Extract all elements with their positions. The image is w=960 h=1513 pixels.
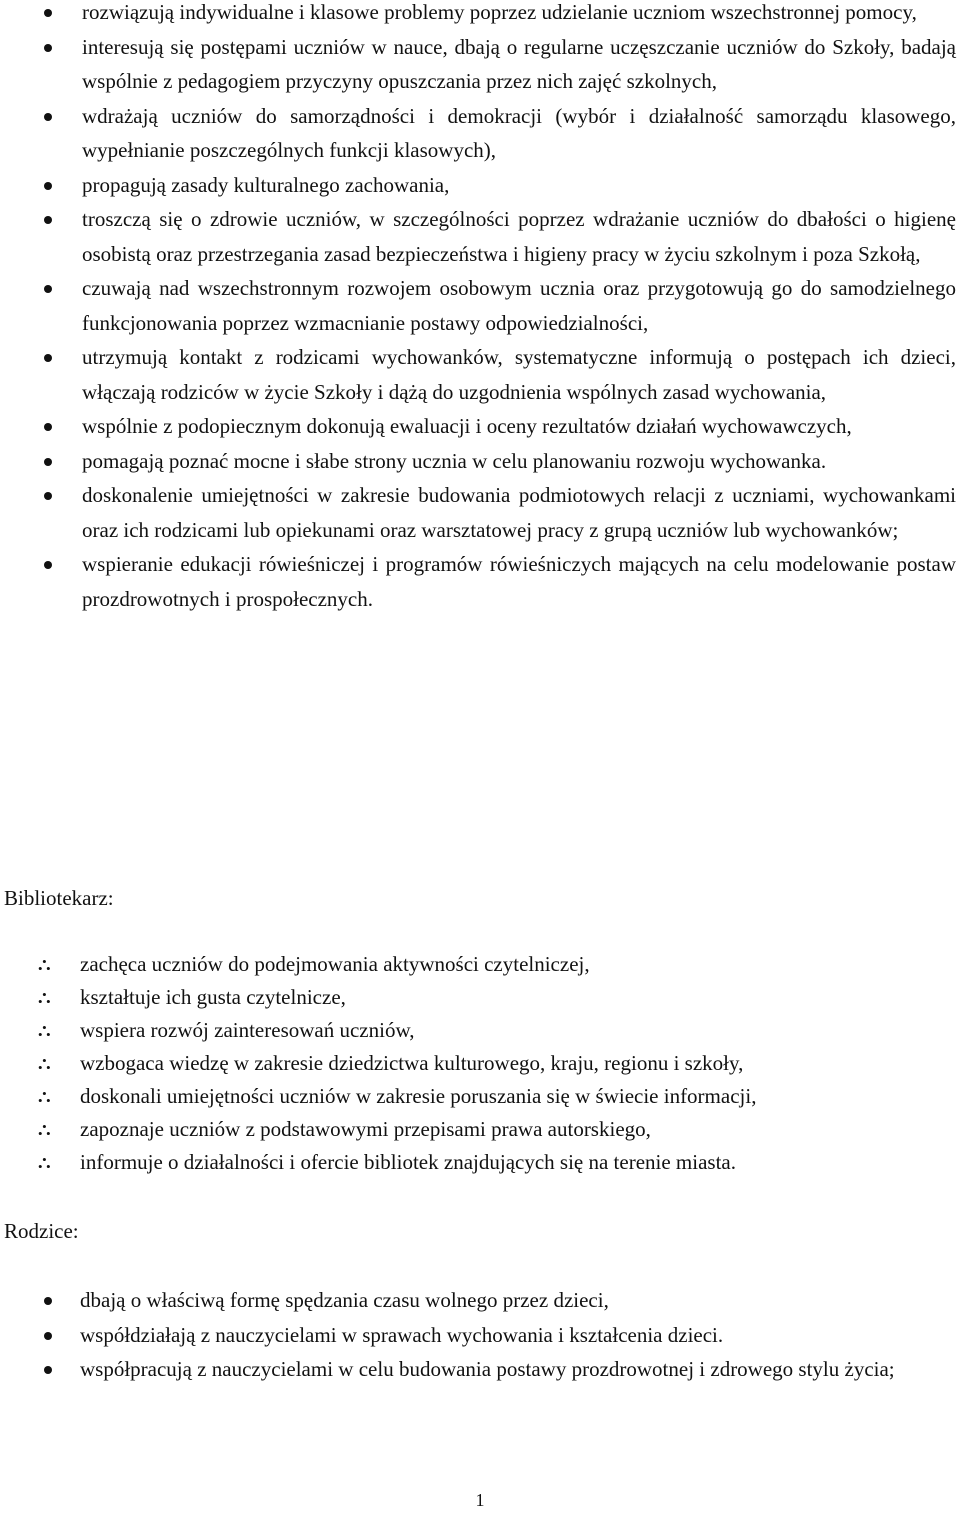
bullet-dot-icon — [44, 1332, 52, 1340]
list-item — [82, 547, 956, 616]
list-item — [80, 1318, 956, 1353]
list-item — [38, 1047, 940, 1080]
list-item-text: wspiera rozwój zainteresowań uczniów, — [80, 1018, 415, 1042]
list-item-text: wzbogaca wiedzę w zakresie dziedzictwa kulturowego, kraju, regionu i szkoły, — [80, 1051, 744, 1075]
bullet-dot-icon — [44, 458, 52, 466]
bullet-symbol-icon: ⛬ — [38, 987, 51, 1008]
list-item — [82, 444, 956, 479]
list-item — [82, 0, 956, 30]
list-item-text: wdrażają uczniów do samorządności i demokracji (wybór i działalność samorządu klasowego, wypełnianie poszczególnych funkcji klasowych), — [82, 103, 956, 162]
list-item — [38, 981, 940, 1014]
bullet-symbol-icon: ⛬ — [38, 1020, 51, 1041]
bullet-dot-icon — [44, 113, 52, 121]
list-item-text: doskonalenie umiejętności w zakresie budowania podmiotowych relacji z uczniami, wychowankami oraz ich rodzicami lub opiekunami oraz warsztatowej pracy z grupą uczniów lub wychowanków; — [82, 483, 956, 542]
list-item — [38, 1014, 940, 1047]
list-item — [82, 478, 956, 547]
bullet-dot-icon — [44, 423, 52, 431]
bullet-dot-icon — [44, 9, 52, 17]
list-item — [38, 1146, 940, 1179]
bullet-dot-icon — [44, 216, 52, 224]
list-item — [80, 1283, 956, 1318]
bullet-dot-icon — [44, 561, 52, 569]
bullet-dot-icon — [44, 44, 52, 52]
bullet-symbol-icon: ⛬ — [38, 1119, 51, 1140]
bullet-dot-icon — [44, 1297, 52, 1305]
page-number: 1 — [475, 1490, 485, 1510]
list-item-text: utrzymują kontakt z rodzicami wychowanków, systematyczne informują o postępach ich dzieci, włączają rodziców w życie Szkoły i dążą do uzgodnienia wspólnych zasad wychowania, — [82, 345, 956, 404]
bullet-symbol-icon: ⛬ — [38, 1086, 51, 1107]
list-item-text: dbają o właściwą formę spędzania czasu wolnego przez dzieci, — [80, 1288, 609, 1312]
list-item-text: zachęca uczniów do podejmowania aktywności czytelniczej, — [80, 952, 590, 976]
bullet-dot-icon — [44, 182, 52, 190]
list-item-text: propagują zasady kulturalnego zachowania, — [82, 172, 450, 197]
list-item-text: troszczą się o zdrowie uczniów, w szczególności poprzez wdrażanie uczniów do dbałości o higienę osobistą oraz przestrzegania zasad bezpieczeństwa i higieny pracy w życiu szkolnym i poza Szkołą, — [82, 207, 956, 266]
list-item — [82, 30, 956, 99]
list-item-text: wspieranie edukacji rówieśniczej i programów rówieśniczych mających na celu modelowanie postaw prozdrowotnych i prospołecznych. — [82, 552, 956, 611]
list-item-text: rozwiązują indywidualne i klasowe problemy poprzez udzielanie uczniom wszechstronnej pomocy, — [82, 0, 917, 24]
list-item-text: czuwają nad wszechstronnym rozwojem osobowym ucznia oraz przygotowują go do samodzielnego funkcjonowania poprzez wzmacnianie postawy odpowiedzialności, — [82, 276, 956, 335]
list-item — [38, 948, 940, 981]
list-item — [38, 1080, 940, 1113]
list-item-text: wspólnie z podopiecznym dokonują ewaluacji i oceny rezultatów działań wychowawczych, — [82, 414, 852, 438]
list-item-text: współdziałają z nauczycielami w sprawach wychowania i kształcenia dzieci. — [80, 1322, 724, 1347]
list-item — [82, 409, 956, 444]
librarian-duties-list — [38, 948, 940, 1179]
list-item — [82, 271, 956, 340]
list-item-text: informuje o działalności i ofercie bibliotek znajdujących się na terenie miasta. — [80, 1150, 736, 1174]
parents-duties-list — [80, 1283, 956, 1387]
parents-heading: Rodzice: — [4, 1219, 79, 1243]
list-item — [82, 340, 956, 409]
list-item-text: interesują się postępami uczniów w nauce, dbają o regularne uczęszczanie uczniów do Szkoły, badają wspólnie z pedagogiem przyczyny opuszczania przez nich zajęć szkolnych, — [82, 34, 956, 93]
list-item — [82, 168, 956, 203]
teachers-duties-list — [82, 0, 956, 616]
list-item — [82, 99, 956, 168]
list-item — [80, 1352, 956, 1387]
bullet-symbol-icon: ⛬ — [38, 1152, 51, 1173]
bullet-dot-icon — [44, 492, 52, 500]
bullet-symbol-icon: ⛬ — [38, 954, 51, 975]
list-item — [38, 1113, 940, 1146]
bullet-dot-icon — [44, 1366, 52, 1374]
list-item-text: zapoznaje uczniów z podstawowymi przepisami prawa autorskiego, — [80, 1117, 651, 1141]
bullet-dot-icon — [44, 354, 52, 362]
list-item-text: współpracują z nauczycielami w celu budowania postawy prozdrowotnej i zdrowego stylu życia; — [80, 1357, 895, 1381]
list-item-text: kształtuje ich gusta czytelnicze, — [80, 985, 346, 1009]
list-item — [82, 202, 956, 271]
bullet-symbol-icon: ⛬ — [38, 1053, 51, 1074]
bullet-dot-icon — [44, 285, 52, 293]
librarian-heading: Bibliotekarz: — [4, 886, 114, 910]
list-item-text: doskonali umiejętności uczniów w zakresie poruszania się w świecie informacji, — [80, 1084, 757, 1108]
list-item-text: pomagają poznać mocne i słabe strony ucznia w celu planowaniu rozwoju wychowanka. — [82, 448, 827, 473]
